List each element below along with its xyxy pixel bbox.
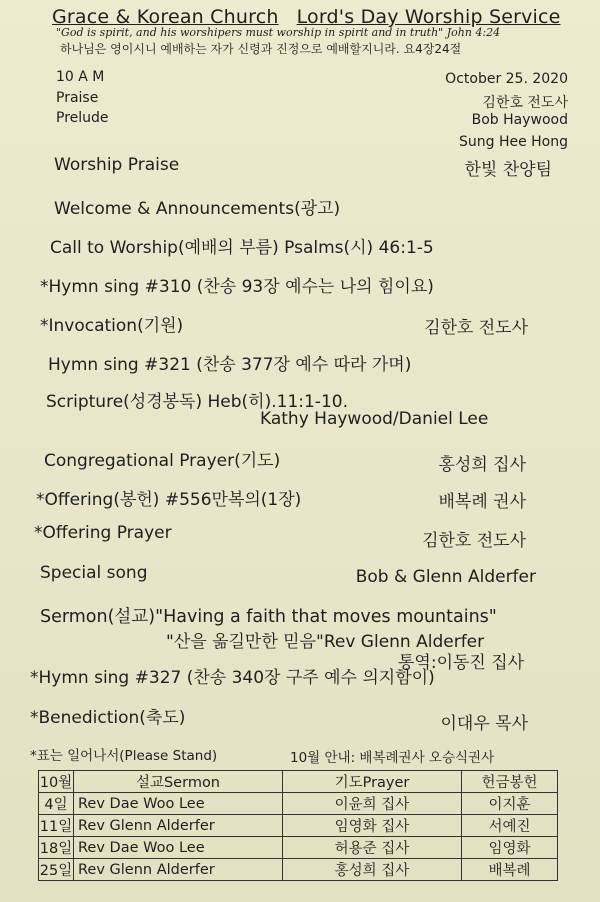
row-sermon: Rev Dae Woo Lee bbox=[74, 793, 283, 815]
prelude-label: Prelude bbox=[56, 110, 109, 126]
offering-prayer-by: 김한호 전도사 bbox=[422, 531, 526, 551]
row-date: 4일 bbox=[39, 793, 74, 815]
row-offering: 배복례 bbox=[462, 859, 558, 881]
church-name: Grace & Korean Church bbox=[52, 6, 279, 28]
stand-note: *표는 일어나서(Please Stand) bbox=[30, 748, 218, 764]
october-schedule-table bbox=[38, 770, 558, 881]
worship-praise-team: 한빛 찬양팀 bbox=[464, 160, 552, 180]
row-prayer: 이윤희 집사 bbox=[283, 793, 462, 815]
service-date: October 25. 2020 bbox=[445, 71, 568, 87]
special-song-by: Bob & Glenn Alderfer bbox=[355, 567, 536, 587]
prelude-player-2: Sung Hee Hong bbox=[458, 134, 568, 150]
sermon: Sermon(설교)"Having a faith that moves mountains" bbox=[40, 607, 497, 627]
row-date: 18일 bbox=[39, 837, 74, 859]
praise-label: Praise bbox=[56, 90, 99, 106]
welcome-announcements: Welcome & Announcements(광고) bbox=[54, 199, 341, 219]
row-offering: 이지훈 bbox=[462, 793, 558, 815]
scripture-verse-en: "God is spirit, and his worshipers must worship in spirit and in truth" John 4:24 bbox=[56, 26, 501, 39]
scripture-readers: Kathy Haywood/Daniel Lee bbox=[260, 409, 489, 429]
scripture-verse-ko: 하나님은 영이시니 예배하는 자가 신령과 진정으로 예배할지니라. 요4장24절 bbox=[60, 42, 462, 56]
congregational-prayer: Congregational Prayer(기도) bbox=[44, 451, 281, 471]
call-to-worship: Call to Worship(예배의 부름) Psalms(시) 46:1-5 bbox=[50, 238, 434, 258]
hymn-321: Hymn sing #321 (찬송 377장 예수 따라 가며) bbox=[48, 355, 412, 375]
row-offering: 서예진 bbox=[462, 815, 558, 837]
prayer-by: 홍성희 집사 bbox=[438, 455, 526, 475]
praise-leader: 김한호 전도사 bbox=[482, 95, 568, 111]
table-row bbox=[39, 859, 558, 881]
row-sermon: Rev Glenn Alderfer bbox=[74, 859, 283, 881]
row-prayer: 홍성희 집사 bbox=[283, 859, 462, 881]
special-song: Special song bbox=[40, 563, 148, 583]
header-offering: 헌금봉헌 bbox=[462, 771, 558, 793]
scripture: Scripture(성경봉독) Heb(히).11:1-10. bbox=[46, 392, 348, 412]
row-prayer: 임영화 집사 bbox=[283, 815, 462, 837]
header-sermon: 설교Sermon bbox=[74, 771, 283, 793]
benediction-by: 이대우 목사 bbox=[440, 714, 528, 734]
row-offering: 임영화 bbox=[462, 837, 558, 859]
invocation-by: 김한호 전도사 bbox=[424, 318, 528, 338]
bulletin-title bbox=[52, 6, 561, 28]
row-sermon: Rev Dae Woo Lee bbox=[74, 837, 283, 859]
offering-by: 배복례 권사 bbox=[438, 492, 526, 512]
month-note: 10월 안내: 배복례권사 오승식권사 bbox=[290, 750, 495, 766]
hymn-310: *Hymn sing #310 (찬송 93장 예수는 나의 힘이요) bbox=[40, 277, 434, 297]
sermon-korean-title: "산을 옮길만한 믿음"Rev Glenn Alderfer bbox=[166, 632, 485, 652]
service-name: Lord's Day Worship Service bbox=[296, 6, 561, 28]
offering-prayer: *Offering Prayer bbox=[34, 523, 172, 543]
service-time: 10 A M bbox=[56, 69, 105, 85]
table-row bbox=[39, 837, 558, 859]
worship-praise: Worship Praise bbox=[54, 155, 180, 175]
row-sermon: Rev Glenn Alderfer bbox=[74, 815, 283, 837]
table-row bbox=[39, 815, 558, 837]
header-month: 10월 bbox=[39, 771, 74, 793]
invocation: *Invocation(기원) bbox=[40, 316, 184, 336]
header-prayer: 기도Prayer bbox=[283, 771, 462, 793]
row-date: 25일 bbox=[39, 859, 74, 881]
hymn-327: *Hymn sing #327 (찬송 340장 구주 예수 의지함이) bbox=[30, 668, 435, 688]
interpreter: 통역:이동진 집사 bbox=[398, 653, 525, 673]
row-date: 11일 bbox=[39, 815, 74, 837]
table-header-row bbox=[39, 771, 558, 793]
benediction: *Benediction(축도) bbox=[30, 708, 186, 728]
offering: *Offering(봉헌) #556만복의(1장) bbox=[36, 490, 302, 510]
row-prayer: 허용준 집사 bbox=[283, 837, 462, 859]
table-row bbox=[39, 793, 558, 815]
prelude-player-1: Bob Haywood bbox=[471, 112, 568, 128]
